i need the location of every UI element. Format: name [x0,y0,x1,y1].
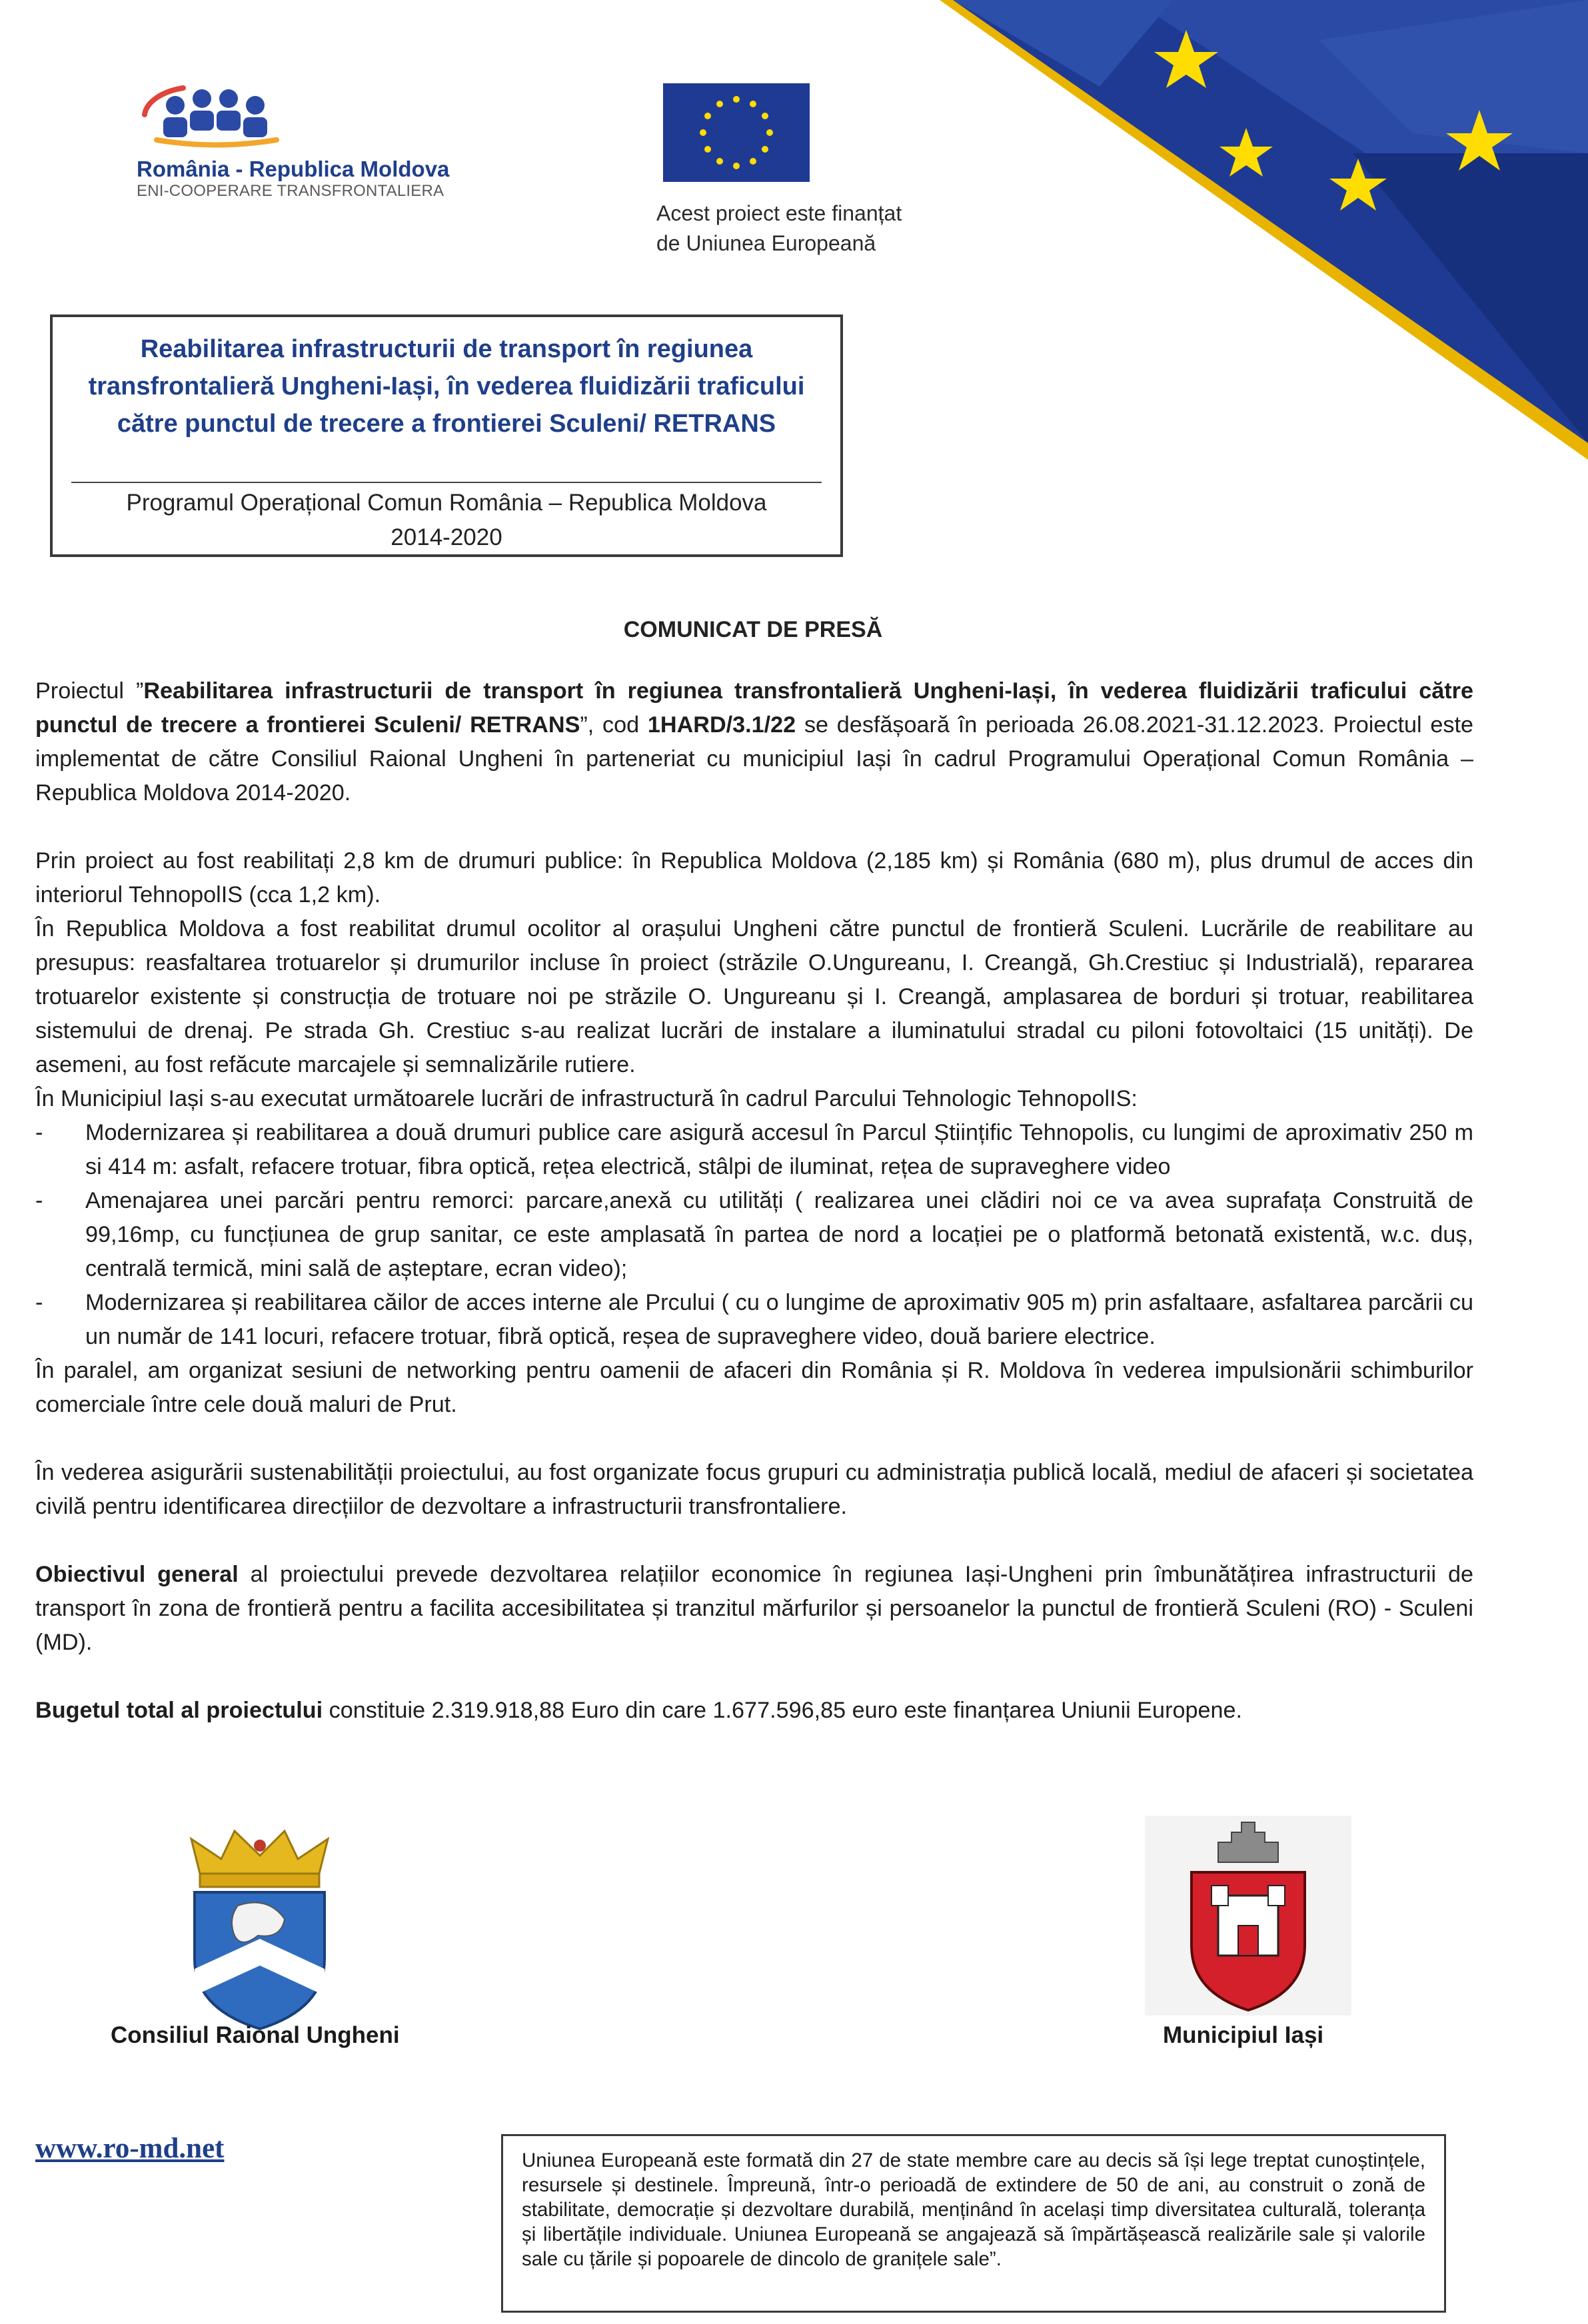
eu-funding-line2: de Uniunea Europeană [656,231,876,255]
paragraph-moldova-works: În Republica Moldova a fost reabilitat drumul ocolitor al orașului Ungheni către punctul de frontieră Sculeni. Lucrările de reabilitare au presupus: reasfaltarea trotuarelor și drumurilor incluse în proiect (străzile O.Ungureanu, I. Creangă, Gh.Crestiuc și Industrială), repararea trotuarelor existente și construcția de trotuare noi pe străzile O. Ungureanu și I. Creangă, amplasarea de borduri și trotuar, reabilitarea sistemului de drenaj. Pe strada Gh. Crestiuc s-au realizat lucrări de instalare a iluminatului stradal cu piloni fotovoltaici (15 unități). De asemeni, au fost refăcute marcajele și semnalizările rutiere. [35,916,1473,1077]
budget-label: Bugetul total al proiectului [35,1698,323,1723]
program-name: România - Republica Moldova [137,157,450,181]
press-release-heading: COMUNICAT DE PRESĂ [623,617,883,642]
title-divider [71,482,822,483]
intro-prefix: Proiectul ” [35,678,144,704]
program-logo [137,73,450,201]
eu-funding-caption [656,199,902,259]
paragraph-iasi-intro: În Municipiul Iași s-au executat următoarele lucrări de infrastructură în cadrul Parcului Tehnologic TehnopolIS: [35,1086,1138,1111]
project-title: Reabilitarea infrastructurii de transport în regiunea transfrontalieră Ungheni-Iași, în vederea fluidizării traficului către punctul de trecere a frontierei Sculeni/ RETRANS [88,335,805,438]
list-dash: - [35,1120,43,1145]
eu-funding-line1: Acest proiect este finanțat [656,201,902,225]
paragraph-sustainability: În vederea asigurării sustenabilității proiectului, au fost organizate focus grupuri cu administrația publică locală, mediul de afaceri și societatea civilă pentru identificarea direcțiilor de dezvoltare a infrastructurii transfrontaliere. [35,1460,1473,1519]
paragraph-budget [35,1694,1473,1728]
program-line1: Programul Operațional Comun România – Republica Moldova [126,490,767,516]
program-line2: 2014-2020 [391,524,502,550]
objective-text: al proiectului prevede dezvoltarea relațiilor economice în regiunea Iași-Ungheni prin îmbunătățirea infrastructurii de transport în zona de frontieră pentru a facilita accesibilitatea și tranzitul mărfurilor și persoanelor la punctul de frontieră Sculeni (RO) - Sculeni (MD). [35,1562,1474,1655]
intro-rest: se desfășoară în perioada 26.08.2021-31.12.2023. Proiectul este implementat de către Consiliul Raional Ungheni în parteneriat cu municipiul Iași în cadrul Programului Operațional Comun România – Republica Moldova 2014-2020. [35,712,1473,806]
list-item [35,1116,1473,1184]
eu-flag-icon [663,83,810,182]
list-item-text: Modernizarea și reabilitarea căilor de acces interne ale Prcului ( cu o lungime de aproximativ 905 m) prin asfaltaare, asfaltarea parcării cu un număr de 141 locuri, refacere trotuar, fibră optică, reșea de supraveghere video, două bariere electrice. [85,1290,1473,1349]
eu-statement-text: Uniunea Europeană este formată din 27 de state membre care au decis să își lege treptat cunoștințele, resursele și destinele. Împreună, într-o perioadă de extindere de 50 de ani, au construit o zonă de stabilitate, democrație și dezvoltare durabilă, menținând în același timp diversitatea culturală, toleranța și libertățile individuale. Uniunea Europeană se angajează să împărtășească realizările sale și valorile sale cu țările și popoarele de dincolo de granițele sale”. [522,2149,1425,2270]
intro-project-title: Reabilitarea infrastructurii de transport în regiunea transfrontalieră Ungheni-Iași, în vederea fluidizării traficului către punctul de trecere a frontierei Sculeni/ RETRANS [35,678,1473,738]
project-title-box [50,314,843,557]
people-logo-icon [137,73,317,153]
list-dash: - [35,1188,43,1213]
list-dash: - [35,1290,43,1315]
ungheni-coat-of-arms-icon [175,1826,345,2032]
paragraph-roads: Prin proiect au fost reabilitați 2,8 km de drumuri publice: în Republica Moldova (2,185 km) și România (680 m), plus drumul de acces din interiorul TehnopolIS (cca 1,2 km). [35,848,1473,907]
iasi-coat-of-arms-icon [1145,1816,1351,2016]
paragraph-objective [35,1558,1473,1660]
paragraph-intro [35,674,1473,810]
ungheni-label: Consiliul Raional Ungheni [111,2022,400,2048]
objective-label: Obiectivul general [35,1562,239,1587]
program-description [53,486,840,555]
list-item-text: Amenajarea unei parcări pentru remorci: parcare,anexă cu utilități ( realizarea unei clădiri noi ce va avea suprafața Construită de 99,16mp, cu funcțiunea de grup sanitar, ce este amplasată în partea de nord a locației pe o platformă betonată existentă, w.c. duș, centrală termică, mini sală de așteptare, ecran video); [85,1188,1473,1281]
intro-mid: ”, cod [580,712,648,738]
budget-text: constituie 2.319.918,88 Euro din care 1.677.596,85 euro este finanțarea Uniunii Europene. [323,1698,1243,1723]
website-link[interactable]: www.ro-md.net [35,2133,225,2164]
paragraph-networking: În paralel, am organizat sesiuni de networking pentru oamenii de afaceri din România și R. Moldova în vederea impulsionării schimburilor comerciale între cele două maluri de Prut. [35,1358,1473,1417]
eu-statement-box [501,2134,1446,2313]
list-item [35,1184,1473,1286]
intro-project-code: 1HARD/3.1/22 [647,712,796,738]
iasi-label: Municipiul Iași [1163,2022,1324,2048]
program-subtitle: ENI-COOPERARE TRANSFRONTALIERA [137,182,444,200]
press-release-body [35,674,1473,1728]
list-item-text: Modernizarea și reabilitarea a două drumuri publice care asigură accesul în Parcul Științific Tehnopolis, cu lungimi de aproximativ 250 m si 414 m: asfalt, refacere trotuar, fibra optică, rețea electrică, stâlpi de iluminat, rețea de supraveghere video [85,1120,1473,1179]
list-item [35,1286,1473,1354]
